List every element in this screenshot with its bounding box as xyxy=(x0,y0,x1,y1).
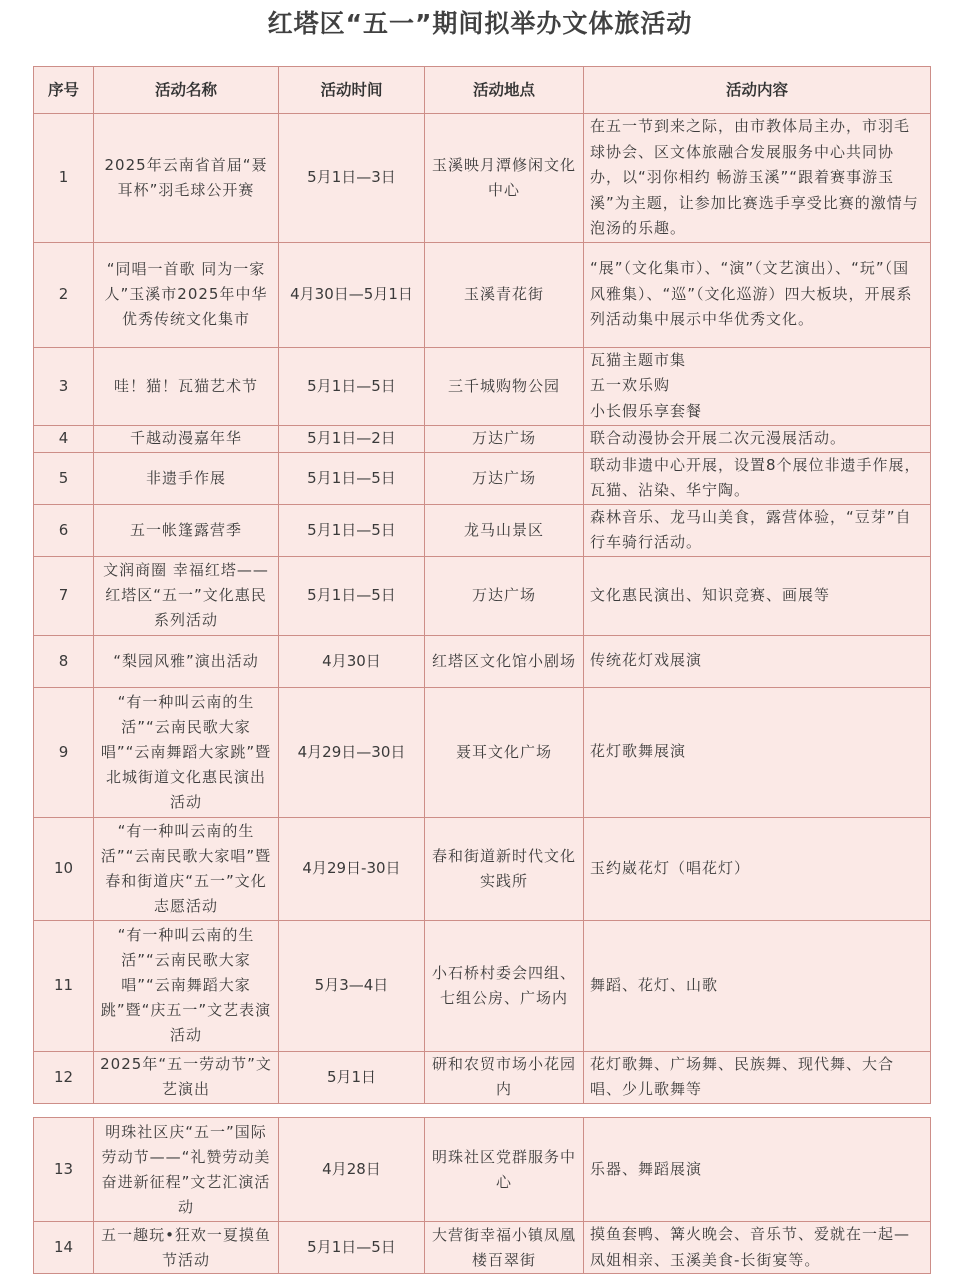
cell-place: 红塔区文化馆小剧场 xyxy=(425,635,584,687)
cell-time: 5月3—4日 xyxy=(279,920,425,1051)
cell-no: 6 xyxy=(34,504,94,556)
cell-place: 万达广场 xyxy=(425,452,584,504)
table-row xyxy=(34,635,931,687)
cell-no: 9 xyxy=(34,687,94,817)
cell-name: 文润商圈 幸福红塔——红塔区“五一”文化惠民系列活动 xyxy=(94,556,279,635)
cell-no: 5 xyxy=(34,452,94,504)
cell-content: 玉约崴花灯（唱花灯） xyxy=(584,817,931,920)
cell-time: 5月1日—2日 xyxy=(279,425,425,452)
cell-content: 在五一节到来之际，由市教体局主办，市羽毛球协会、区文体旅融合发展服务中心共同协办，以“羽你相约 畅游玉溪”“跟着赛事游玉溪”为主题，让参加比赛选手享受比赛的激情与泡汤的乐趣。 xyxy=(584,114,931,243)
cell-name: 2025年“五一劳动节”文艺演出 xyxy=(94,1051,279,1103)
table-row xyxy=(34,452,931,504)
table-row xyxy=(34,114,931,243)
cell-no: 13 xyxy=(34,1118,94,1222)
cell-no: 8 xyxy=(34,635,94,687)
cell-place: 三千城购物公园 xyxy=(425,347,584,425)
cell-content: 花灯歌舞展演 xyxy=(584,687,931,817)
header-place: 活动地点 xyxy=(425,67,584,114)
header-name: 活动名称 xyxy=(94,67,279,114)
cell-content: 森林音乐、龙马山美食，露营体验，“豆芽”自行车骑行活动。 xyxy=(584,504,931,556)
cell-name: 哇！猫！瓦猫艺术节 xyxy=(94,347,279,425)
cell-time: 4月30日—5月1日 xyxy=(279,242,425,347)
table-row xyxy=(34,1222,931,1274)
cell-no: 7 xyxy=(34,556,94,635)
activity-table-continued xyxy=(33,1117,931,1274)
table-row xyxy=(34,687,931,817)
cell-no: 2 xyxy=(34,242,94,347)
cell-name: “有一种叫云南的生活”“云南民歌大家唱”“云南舞蹈大家跳”暨“庆五一”文艺表演活动 xyxy=(94,920,279,1051)
cell-name: 明珠社区庆“五一”国际劳动节——“礼赞劳动美 奋进新征程”文艺汇演活动 xyxy=(94,1118,279,1222)
cell-time: 4月28日 xyxy=(279,1118,425,1222)
cell-name: “有一种叫云南的生活”“云南民歌大家唱”暨春和街道庆“五一”文化志愿活动 xyxy=(94,817,279,920)
cell-time: 5月1日—5日 xyxy=(279,504,425,556)
cell-time: 4月29日—30日 xyxy=(279,687,425,817)
header-no: 序号 xyxy=(34,67,94,114)
table-row xyxy=(34,347,931,425)
cell-name: 2025年云南省首届“聂耳杯”羽毛球公开赛 xyxy=(94,114,279,243)
header-content: 活动内容 xyxy=(584,67,931,114)
cell-no: 10 xyxy=(34,817,94,920)
cell-content: 花灯歌舞、广场舞、民族舞、现代舞、大合唱、少儿歌舞等 xyxy=(584,1051,931,1103)
table-row xyxy=(34,920,931,1051)
cell-no: 12 xyxy=(34,1051,94,1103)
cell-name: “梨园风雅”演出活动 xyxy=(94,635,279,687)
cell-place: 春和街道新时代文化实践所 xyxy=(425,817,584,920)
cell-name: 五一帐篷露营季 xyxy=(94,504,279,556)
cell-time: 4月29日-30日 xyxy=(279,817,425,920)
cell-content: “展”（文化集市）、“演”（文艺演出）、“玩”（国风雅集）、“巡”（文化巡游）四大板块，开展系列活动集中展示中华优秀文化。 xyxy=(584,242,931,347)
cell-time: 5月1日—5日 xyxy=(279,1222,425,1274)
activity-table xyxy=(33,66,931,1104)
table-row xyxy=(34,1051,931,1103)
cell-no: 3 xyxy=(34,347,94,425)
table-row xyxy=(34,504,931,556)
cell-place: 小石桥村委会四组、七组公房、广场内 xyxy=(425,920,584,1051)
cell-time: 4月30日 xyxy=(279,635,425,687)
cell-place: 玉溪青花街 xyxy=(425,242,584,347)
table-row xyxy=(34,817,931,920)
cell-content: 舞蹈、花灯、山歌 xyxy=(584,920,931,1051)
cell-no: 11 xyxy=(34,920,94,1051)
cell-no: 1 xyxy=(34,114,94,243)
cell-no: 4 xyxy=(34,425,94,452)
table-row xyxy=(34,425,931,452)
cell-name: 非遗手作展 xyxy=(94,452,279,504)
cell-name: 千越动漫嘉年华 xyxy=(94,425,279,452)
header-time: 活动时间 xyxy=(279,67,425,114)
cell-place: 大营街幸福小镇凤凰楼百翠街 xyxy=(425,1222,584,1274)
cell-content: 联合动漫协会开展二次元漫展活动。 xyxy=(584,425,931,452)
cell-time: 5月1日—5日 xyxy=(279,452,425,504)
cell-no: 14 xyxy=(34,1222,94,1274)
cell-place: 玉溪映月潭修闲文化中心 xyxy=(425,114,584,243)
cell-content: 联动非遗中心开展，设置8个展位非遗手作展，瓦猫、沾染、华宁陶。 xyxy=(584,452,931,504)
cell-place: 明珠社区党群服务中心 xyxy=(425,1118,584,1222)
cell-time: 5月1日—5日 xyxy=(279,347,425,425)
cell-name: “同唱一首歌 同为一家人”玉溪市2025年中华优秀传统文化集市 xyxy=(94,242,279,347)
cell-time: 5月1日—3日 xyxy=(279,114,425,243)
cell-name: 五一趣玩•狂欢一夏摸鱼节活动 xyxy=(94,1222,279,1274)
page-title: 红塔区“五一”期间拟举办文体旅活动 xyxy=(267,9,693,38)
cell-time: 5月1日 xyxy=(279,1051,425,1103)
cell-place: 研和农贸市场小花园内 xyxy=(425,1051,584,1103)
cell-content: 文化惠民演出、知识竞赛、画展等 xyxy=(584,556,931,635)
cell-place: 龙马山景区 xyxy=(425,504,584,556)
cell-content: 乐器、舞蹈展演 xyxy=(584,1118,931,1222)
cell-time: 5月1日—5日 xyxy=(279,556,425,635)
cell-content: 摸鱼套鸭、篝火晚会、音乐节、爱就在一起—凤姐相亲、玉溪美食-长街宴等。 xyxy=(584,1222,931,1274)
table-row xyxy=(34,556,931,635)
cell-place: 聂耳文化广场 xyxy=(425,687,584,817)
cell-name: “有一种叫云南的生活”“云南民歌大家唱”“云南舞蹈大家跳”暨北城街道文化惠民演出活动 xyxy=(94,687,279,817)
cell-content: 传统花灯戏展演 xyxy=(584,635,931,687)
table-row xyxy=(34,242,931,347)
cell-place: 万达广场 xyxy=(425,556,584,635)
cell-content: 瓦猫主题市集 五一欢乐购 小长假乐享套餐 xyxy=(584,347,931,425)
table-row xyxy=(34,1118,931,1222)
cell-place: 万达广场 xyxy=(425,425,584,452)
table-header-row xyxy=(34,67,931,114)
